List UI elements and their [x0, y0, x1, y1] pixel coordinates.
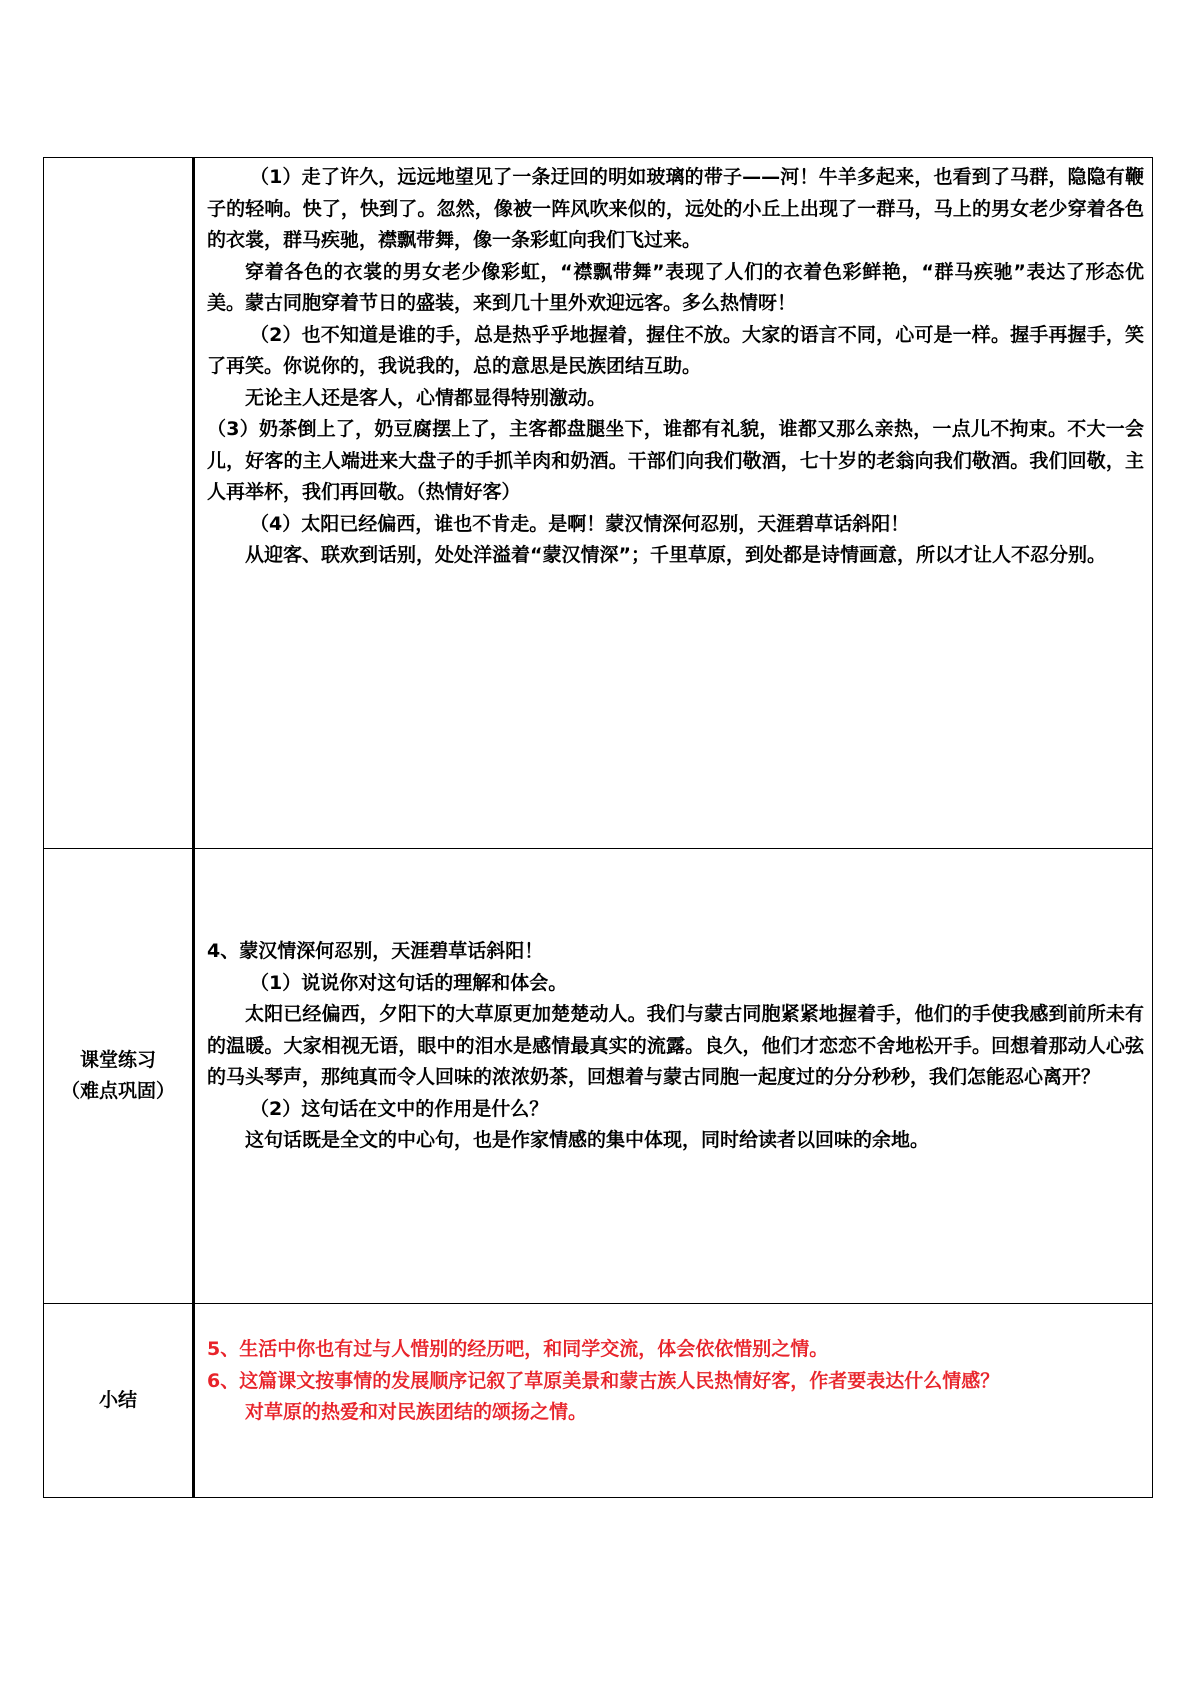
summary-answer-6: 对草原的热爱和对民族团结的颂扬之情。: [245, 1401, 588, 1423]
reading-analysis-content: [194, 158, 1153, 849]
analysis-paragraph-1: （1）走了许久，远远地望见了一条迂回的明如玻璃的带子——河！牛羊多起来，也看到了马群，隐隐有鞭子的轻响。快了，快到了。忽然，像被一阵风吹来似的，远处的小丘上出现了一群马，马上的男女老少穿着各色的衣裳，群马疾驰，襟飘带舞，像一条彩虹向我们飞过来。: [207, 166, 1144, 251]
exercise-answer-2: 这句话既是全文的中心句，也是作家情感的集中体现，同时给读者以回味的余地。: [245, 1129, 930, 1151]
label-difficulty-review: （难点巩固）: [60, 1080, 175, 1102]
row-label-classroom-exercise: [44, 849, 194, 1304]
table-row-classroom-exercise: [44, 849, 1153, 1304]
summary-question-5: 5、生活中你也有过与人惜别的经历吧，和同学交流，体会依依惜别之情。: [207, 1338, 829, 1360]
analysis-paragraph-7: 从迎客、联欢到话别，处处洋溢着“蒙汉情深”；千里草原，到处都是诗情画意，所以才让人不忍分别。: [245, 544, 1106, 566]
row-label-summary: 小结: [44, 1304, 194, 1498]
summary-content: [194, 1304, 1153, 1498]
lesson-plan-table: [43, 157, 1153, 1498]
analysis-paragraph-5: （3）奶茶倒上了，奶豆腐摆上了，主客都盘腿坐下，谁都有礼貌，谁都又那么亲热，一点儿不拘束。不大一会儿，好客的主人端进来大盘子的手抓羊肉和奶酒。干部们向我们敬酒，七十岁的老翁向我们敬酒。我们回敬，主人再举杯，我们再回敬。（热情好客）: [207, 418, 1144, 503]
analysis-paragraph-3: （2）也不知道是谁的手，总是热乎乎地握着，握住不放。大家的语言不同，心可是一样。握手再握手，笑了再笑。你说你的，我说我的，总的意思是民族团结互助。: [207, 323, 1144, 377]
analysis-paragraph-2: 穿着各色的衣裳的男女老少像彩虹，“襟飘带舞”表现了人们的衣着色彩鲜艳，“群马疾驰”表达了形态优美。蒙古同胞穿着节日的盛装，来到几十里外欢迎远客。多么热情呀！: [207, 260, 1144, 314]
exercise-answer-1: 太阳已经偏西，夕阳下的大草原更加楚楚动人。我们与蒙古同胞紧紧地握着手，他们的手使我感到前所未有的温暖。大家相视无语，眼中的泪水是感情最真实的流露。良久，他们才恋恋不舍地松开手。回想着那动人心弦的马头琴声，那纯真而令人回味的浓浓奶茶，回想着与蒙古同胞一起度过的分分秒秒，我们怎能忍心离开？: [207, 1003, 1144, 1088]
label-classroom-exercise: 课堂练习: [79, 1049, 156, 1071]
table-row-summary: [44, 1304, 1153, 1498]
classroom-exercise-content: [194, 849, 1153, 1304]
analysis-paragraph-4: 无论主人还是客人，心情都显得特别激动。: [245, 386, 607, 409]
exercise-subquestion-2: （2）这句话在文中的作用是什么？: [250, 1097, 549, 1120]
exercise-question-4: 4、蒙汉情深何忍别，天涯碧草话斜阳！: [207, 940, 544, 962]
row-label-empty: [44, 158, 194, 849]
table-row-reading-analysis: [44, 158, 1153, 849]
analysis-paragraph-6: （4）太阳已经偏西，谁也不肯走。是啊！蒙汉情深何忍别，天涯碧草话斜阳！: [250, 512, 910, 535]
exercise-subquestion-1: （1）说说你对这句话的理解和体会。: [250, 971, 568, 994]
summary-question-6: 6、这篇课文按事情的发展顺序记叙了草原美景和蒙古族人民热情好客，作者要表达什么情感？: [207, 1369, 1000, 1392]
